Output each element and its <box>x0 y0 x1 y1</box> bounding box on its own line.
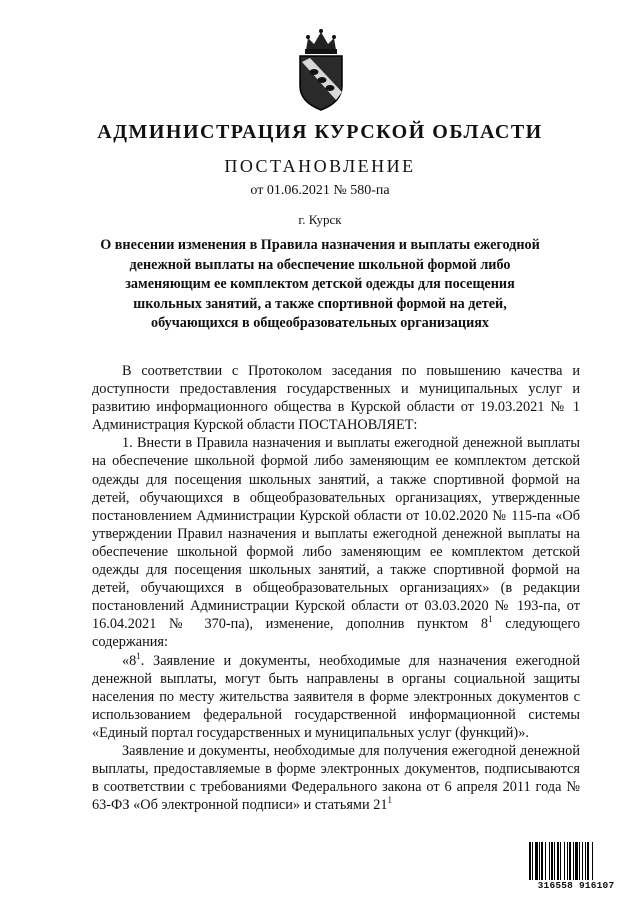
paragraph-electronic-signature-text: Заявление и документы, необходимые для получения ежегодной денежной выплаты, предоставляемые в форме электронных документов, подписываются в соответствии с требованиями Федерального закона от 6 апреля 2011 года № 63-ФЗ «Об электронной подписи» и статьями 21 <box>92 742 580 814</box>
document-title: О внесении изменения в Правила назначения и выплаты ежегодной денежной выплаты на обеспечение школьной формой либо заменяющим ее комплектом детской одежды для посещения школьных занятий, а также спортивной формой на детей, обучающихся в общеобразовательных организациях <box>100 237 540 331</box>
paragraph-preamble: В соответствии с Протоколом заседания по повышению качества и доступности предоставления государственных и муниципальных услуг и развитию информационного общества в Курской области от 19.03.2021 № 1 Администрация Курской области ПОСТАНОВЛЯЕТ: <box>92 363 580 434</box>
superscript: 1 <box>488 614 493 625</box>
document-type: ПОСТАНОВЛЕНИЕ <box>224 156 416 176</box>
paragraph-quoted-8-1 <box>92 652 580 742</box>
superscript: 1 <box>387 795 392 806</box>
paragraph-electronic-signature <box>92 742 580 814</box>
document-date-number: от 01.06.2021 № 580-па <box>250 183 390 198</box>
superscript: 1 <box>136 650 141 661</box>
paragraph-item-1-tail: следующего содержания: <box>92 616 581 651</box>
agency-name: АДМИНИСТРАЦИЯ КУРСКОЙ ОБЛАСТИ <box>97 121 543 143</box>
quoted-8-1-text: . Заявление и документы, необходимые для назначения ежегодной денежной выплаты, могут быть направлены в органы социальной защиты населения по месту жительства заявителя в форме электронных документов с использованием федеральной государственной информационной системы «Единый портал государственных и муниципальных услуг (функций)». <box>92 652 580 741</box>
kursk-coat-of-arms-icon <box>292 28 350 112</box>
barcode-number: 316558 916107 <box>526 880 626 891</box>
document-body <box>92 362 580 814</box>
document-city: г. Курск <box>298 212 342 227</box>
quoted-8-1-prefix: «8 <box>122 652 137 669</box>
paragraph-item-1 <box>92 434 580 651</box>
paragraph-item-1-text: 1. Внести в Правила назначения и выплаты ежегодной денежной выплаты на обеспечение школьной формой либо заменяющим ее комплектом детской одежды для посещения школьных занятий, а также спортивной формой на детей, обучающихся в общеобразовательных организациях, утвержденные постановлением Администрации Курской области от 10.02.2020 № 115-па «Об утверждении Правил назначения и выплаты ежегодной денежной выплаты на обеспечение школьной формой либо заменяющим ее комплектом детской одежды для посещения школьных занятий, а также спортивной формой на детей, обучающихся в общеобразовательных организациях» (в редакции постановлений Администрации Курской области от 03.03.2020 № 193-па, от 16.04.2021 № 370-па), изменение, дополнив пунктом 8 <box>92 435 580 633</box>
